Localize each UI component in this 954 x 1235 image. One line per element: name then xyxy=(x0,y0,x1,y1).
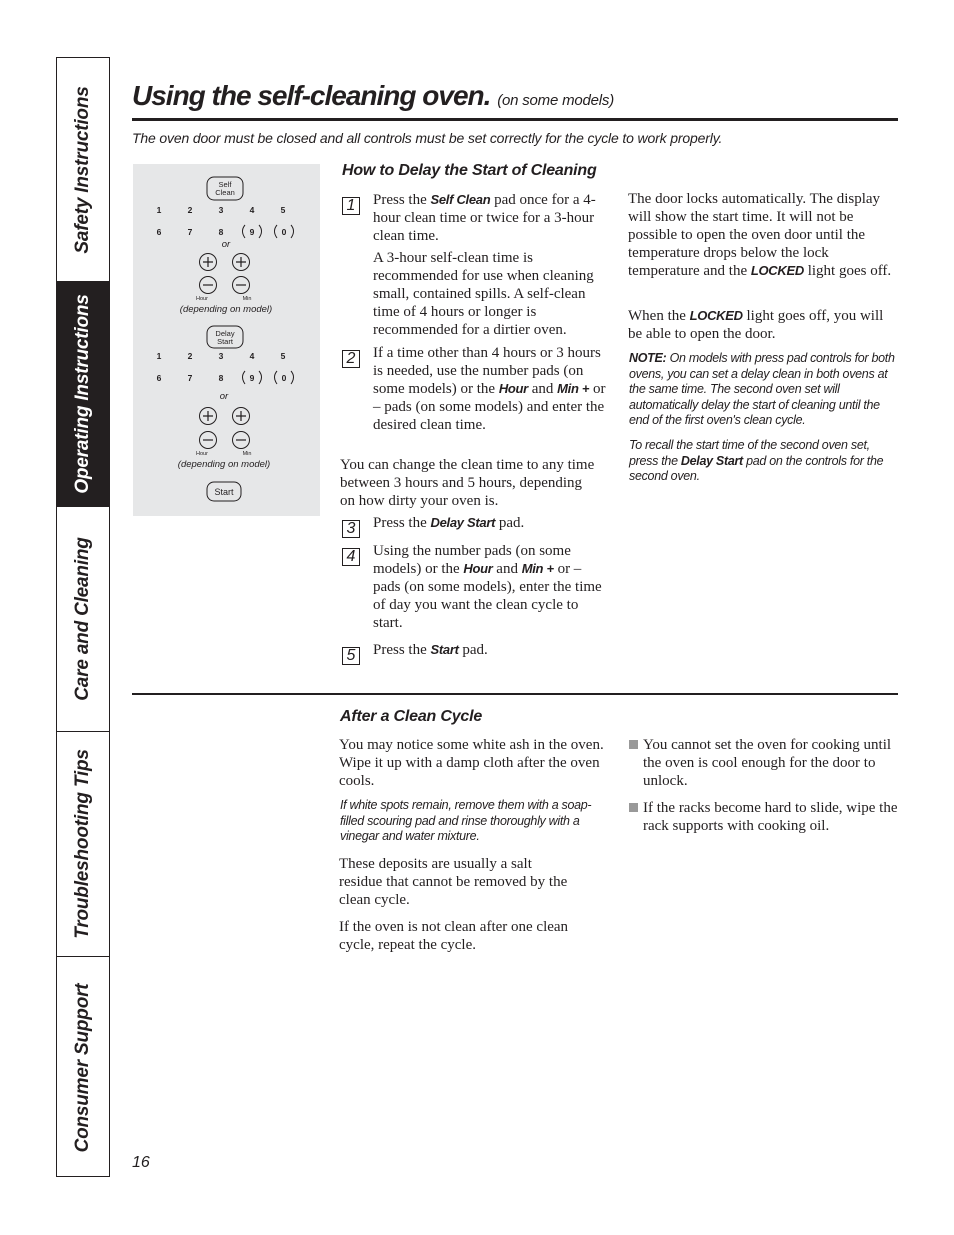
note-body: On models with press pad controls for both ovens, you can set a delay clean in both ovens at the same time. The second oven set will automatically delay the start of cleaning until the end of the first oven's clean cycle. xyxy=(629,351,895,427)
page-number: 16 xyxy=(132,1154,150,1171)
number-pad-3: 3 xyxy=(218,351,224,361)
number-pad-2: 2 xyxy=(187,205,193,215)
number-pad-0: 0 xyxy=(281,373,287,383)
min-label: Min xyxy=(242,451,252,457)
white-spots-text: If white spots remain, remove them with a soap-filled scouring pad and rinse thoroughly with a vinegar and water mixture. xyxy=(340,798,592,843)
step2-text xyxy=(373,344,607,434)
step1-text xyxy=(373,191,601,245)
number-pad-8: 8 xyxy=(218,373,224,383)
tab-operating-instructions[interactable] xyxy=(57,282,109,507)
number-pad-1: 1 xyxy=(156,351,162,361)
intro-text: The oven door must be closed and all controls must be set correctly for the cycle to work properly. xyxy=(132,130,723,146)
depending-note: (depending on model) xyxy=(177,459,271,470)
step-number-4: 4 xyxy=(342,548,360,566)
white-ash-text: You may notice some white ash in the oven. Wipe it up with a damp cloth after the oven cools. xyxy=(339,737,604,789)
bracket-left-0 xyxy=(275,371,278,384)
step3-keyword: Delay Start xyxy=(430,515,496,530)
step-number-1: 1 xyxy=(342,197,360,215)
number-pad-3: 3 xyxy=(218,205,224,215)
number-pad-8: 8 xyxy=(218,227,224,237)
step5-text xyxy=(373,641,607,659)
step4-part-a: Using the number pads (on some models) or the xyxy=(373,543,571,577)
locked-light-part-a: When the xyxy=(628,308,686,324)
plus-icon xyxy=(236,257,246,267)
step3-pre: Press the xyxy=(373,515,427,531)
plus-icon xyxy=(203,257,213,267)
not-clean-text: If the oven is not clean after one clean cycle, repeat the cycle. xyxy=(339,919,569,953)
step2-keyword-min: Min + xyxy=(557,381,590,396)
self-clean-label-1: Self xyxy=(218,180,232,189)
bullet-square-icon xyxy=(629,740,638,749)
hour-label: Hour xyxy=(196,451,208,457)
recall-part-b: pad on the controls for the second oven. xyxy=(629,453,884,483)
section-divider xyxy=(132,693,898,695)
step3-text xyxy=(373,514,607,532)
tab-label: Safety Instructions xyxy=(72,85,93,254)
hour-label: Hour xyxy=(196,296,208,302)
step4-part-c: or – pads (on some models), enter the time of day you want the clean cycle to start. xyxy=(373,561,602,631)
tab-safety-instructions[interactable] xyxy=(57,58,109,282)
bracket-right-0 xyxy=(291,225,294,238)
locked-light-text xyxy=(628,307,900,343)
page-title xyxy=(132,80,614,112)
step4-keyword-hour: Hour xyxy=(463,561,493,576)
bracket-left-9 xyxy=(243,225,246,238)
bracket-right-9 xyxy=(259,371,262,384)
or-label: or xyxy=(221,239,231,250)
step2-keyword-hour: Hour xyxy=(498,381,528,396)
page-title-text: Using the self-cleaning oven. xyxy=(132,80,491,111)
number-pad-9: 9 xyxy=(249,227,255,237)
step1-keyword: Self Clean xyxy=(430,192,491,207)
step4-part-b: and xyxy=(496,561,518,577)
step5-post: pad. xyxy=(462,642,488,658)
deposits-text: These deposits are usually a salt residue that cannot be removed by the clean cycle. xyxy=(339,856,568,908)
note-label: NOTE: xyxy=(629,351,667,365)
tab-label: Care and Cleaning xyxy=(72,537,93,701)
step-number-2: 2 xyxy=(342,350,360,368)
bullet-racks-hard-to-slide: If the racks become hard to slide, wipe the rack supports with cooking oil. xyxy=(643,800,898,834)
depending-note: (depending on model) xyxy=(179,304,273,315)
tab-label: Troubleshooting Tips xyxy=(72,749,93,939)
bullet-square-icon xyxy=(629,803,638,812)
control-panel-illustration xyxy=(133,164,320,516)
step1-detail: A 3-hour self-clean time is recommended for use when cleaning small, contained spills. A self-clean time of 4 hours or longer is recommended for a dirtier oven. xyxy=(373,250,594,338)
number-pad-7: 7 xyxy=(187,227,193,237)
number-pad-9: 9 xyxy=(249,373,255,383)
plus-icon xyxy=(236,411,246,421)
bracket-left-9 xyxy=(243,371,246,384)
title-rule xyxy=(132,118,898,121)
bracket-left-0 xyxy=(275,225,278,238)
tab-label: Operating Instructions xyxy=(72,294,93,494)
self-clean-label-2: Clean xyxy=(215,188,235,197)
side-tabs xyxy=(56,57,110,1177)
step4-text xyxy=(373,542,607,632)
number-pad-1: 1 xyxy=(156,205,162,215)
control-panel-drawing xyxy=(133,164,320,516)
tab-care-and-cleaning[interactable] xyxy=(57,507,109,732)
number-pad-7: 7 xyxy=(187,373,193,383)
locked-keyword: LOCKED xyxy=(689,308,743,323)
bracket-right-0 xyxy=(291,371,294,384)
door-locks-part-a: The door locks automatically. The display will show the start time. It will not be possible to open the oven door until the temperature drops below the lock temperature and the xyxy=(628,191,881,279)
number-pad-6: 6 xyxy=(156,373,162,383)
start-label: Start xyxy=(214,487,234,497)
min-label: Min xyxy=(242,296,252,302)
step5-pre: Press the xyxy=(373,642,427,658)
tab-consumer-support[interactable] xyxy=(57,957,109,1178)
recall-text xyxy=(629,438,899,485)
number-pad-5: 5 xyxy=(280,351,286,361)
door-locks-part-b: light goes off. xyxy=(807,263,892,279)
door-locks-text xyxy=(628,190,900,280)
bullet-cannot-set-oven: You cannot set the oven for cooking until the oven is cool enough for the door to unlock. xyxy=(643,737,892,789)
step4-keyword-min: Min + xyxy=(521,561,554,576)
step5-keyword: Start xyxy=(430,642,459,657)
number-pad-4: 4 xyxy=(249,205,255,215)
plus-icon xyxy=(203,411,213,421)
locked-keyword: LOCKED xyxy=(750,263,804,278)
delay-section-heading: How to Delay the Start of Cleaning xyxy=(342,162,597,179)
step-number-3: 3 xyxy=(342,520,360,538)
bracket-right-9 xyxy=(259,225,262,238)
locked-light-part-b: light goes off, you will be able to open the door. xyxy=(628,308,884,342)
or-label: or xyxy=(219,391,229,402)
step1-post: pad once for a 4-hour clean time or twice for a 3-hour clean time. xyxy=(373,192,596,244)
note-text xyxy=(629,351,899,429)
delay-start-label-1: Delay xyxy=(215,329,235,338)
number-pad-4: 4 xyxy=(249,351,255,361)
recall-keyword: Delay Start xyxy=(680,453,743,468)
after-section-heading: After a Clean Cycle xyxy=(340,708,483,725)
step3-post: pad. xyxy=(498,515,525,531)
number-pad-5: 5 xyxy=(280,205,286,215)
page-title-suffix: (on some models) xyxy=(497,92,615,109)
step2-part-c: or – pads (on some models) and enter the desired clean time. xyxy=(373,381,606,433)
delay-start-label-2: Start xyxy=(217,337,233,346)
recall-part-a: To recall the start time of the second oven set, press the xyxy=(629,438,870,468)
step2-part-a: If a time other than 4 hours or 3 hours is needed, use the number pads (on some models) or the xyxy=(373,345,601,397)
step-number-5: 5 xyxy=(342,647,360,665)
number-pad-6: 6 xyxy=(156,227,162,237)
step1-pre: Press the xyxy=(373,192,427,208)
tab-troubleshooting-tips[interactable] xyxy=(57,732,109,957)
number-pad-0: 0 xyxy=(281,227,287,237)
step2-part-b: and xyxy=(531,381,554,397)
number-pad-2: 2 xyxy=(187,351,193,361)
change-clean-time-text: You can change the clean time to any time between 3 hours and 5 hours, depending on how dirty your oven is. xyxy=(340,457,595,509)
tab-label: Consumer Support xyxy=(72,983,93,1152)
